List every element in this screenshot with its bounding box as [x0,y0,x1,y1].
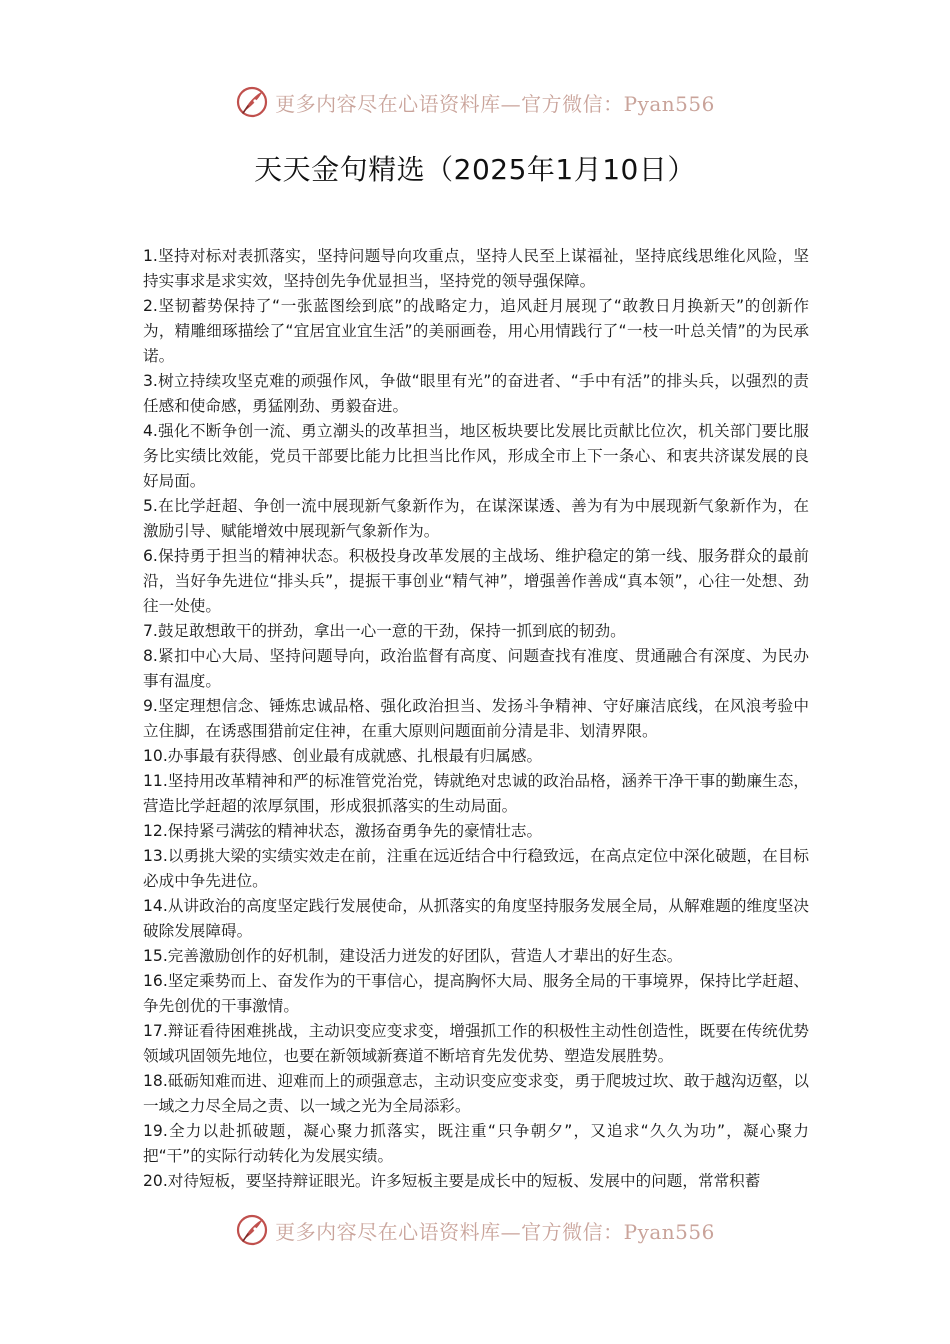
list-item: 3.树立持续攻坚克难的顽强作风，争做“眼里有光”的奋进者、“手中有活”的排头兵，以强烈的责任感和使命感，勇猛刚劲、勇毅奋进。 [143,372,809,415]
list-item: 10.办事最有获得感、创业最有成就感、扎根最有归属感。 [143,747,543,765]
quill-logo-icon [235,1213,269,1247]
watermark-text: 更多内容尽在心语资料库—官方微信：Pyan556 [275,91,715,116]
list-item: 12.保持紧弓满弦的精神状态，激扬奋勇争先的豪情壮志。 [143,822,543,840]
quote-list [143,244,809,1194]
document-title: 天天金句精选（2025年1月10日） [254,153,696,186]
list-item: 14.从讲政治的高度坚定践行发展使命，从抓落实的角度坚持服务发展全局，从解难题的维度坚决破除发展障碍。 [143,897,809,940]
list-item: 7.鼓足敢想敢干的拼劲，拿出一心一意的干劲，保持一抓到底的韧劲。 [143,622,626,640]
list-item: 16.坚定乘势而上、奋发作为的干事信心，提高胸怀大局、服务全局的干事境界，保持比学赶超、争先创优的干事激情。 [143,972,809,1015]
list-item: 18.砥砺知难而进、迎难而上的顽强意志，主动识变应变求变，勇于爬坡过坎、敢于越沟迈壑，以一域之力尽全局之责、以一域之光为全局添彩。 [143,1072,809,1115]
footer-watermark [0,1210,950,1250]
list-item: 2.坚韧蓄势保持了“一张蓝图绘到底”的战略定力，追风赶月展现了“敢教日月换新天”的创新作为，精雕细琢描绘了“宜居宜业宜生活”的美丽画卷，用心用情践行了“一枝一叶总关情”的为民承诺。 [143,297,809,365]
quill-logo-icon [235,85,269,119]
list-item: 15.完善激励创作的好机制，建设活力迸发的好团队，营造人才辈出的好生态。 [143,947,683,965]
list-item: 20.对待短板，要坚持辩证眼光。许多短板主要是成长中的短板、发展中的问题，常常积蓄 [143,1172,761,1190]
header-watermark [0,82,950,122]
list-item: 17.辩证看待困难挑战，主动识变应变求变，增强抓工作的积极性主动性创造性，既要在传统优势领域巩固领先地位，也要在新领域新赛道不断培育先发优势、塑造发展胜势。 [143,1022,809,1065]
watermark-text: 更多内容尽在心语资料库—官方微信：Pyan556 [275,1219,715,1244]
list-item: 8.紧扣中心大局、坚持问题导向，政治监督有高度、问题查找有准度、贯通融合有深度、为民办事有温度。 [143,647,809,690]
list-item: 1.坚持对标对表抓落实，坚持问题导向攻重点，坚持人民至上谋福祉，坚持底线思维化风险，坚持实事求是求实效，坚持创先争优显担当，坚持党的领导强保障。 [143,247,809,290]
list-item: 19.全力以赴抓破题，凝心聚力抓落实，既注重“只争朝夕”，又追求“久久为功”，凝心聚力把“干”的实际行动转化为发展实绩。 [143,1122,809,1165]
list-item: 11.坚持用改革精神和严的标准管党治党，铸就绝对忠诚的政治品格，涵养干净干事的勤廉生态，营造比学赶超的浓厚氛围，形成狠抓落实的生动局面。 [143,772,809,815]
list-item: 9.坚定理想信念、锤炼忠诚品格、强化政治担当、发扬斗争精神、守好廉洁底线，在风浪考验中立住脚，在诱惑围猎前定住神，在重大原则问题面前分清是非、划清界限。 [143,697,809,740]
list-item: 5.在比学赶超、争创一流中展现新气象新作为，在谋深谋透、善为有为中展现新气象新作为，在激励引导、赋能增效中展现新气象新作为。 [143,497,809,540]
list-item: 4.强化不断争创一流、勇立潮头的改革担当，地区板块要比发展比贡献比位次，机关部门要比服务比实绩比效能，党员干部要比能力比担当比作风，形成全市上下一条心、和衷共济谋发展的良好局面。 [143,422,809,490]
list-item: 13.以勇挑大梁的实绩实效走在前，注重在远近结合中行稳致远，在高点定位中深化破题，在目标必成中争先进位。 [143,847,809,890]
list-item: 6.保持勇于担当的精神状态。积极投身改革发展的主战场、维护稳定的第一线、服务群众的最前沿，当好争先进位“排头兵”，提振干事创业“精气神”，增强善作善成“真本领”，心往一处想、劲往一处使。 [143,547,809,615]
